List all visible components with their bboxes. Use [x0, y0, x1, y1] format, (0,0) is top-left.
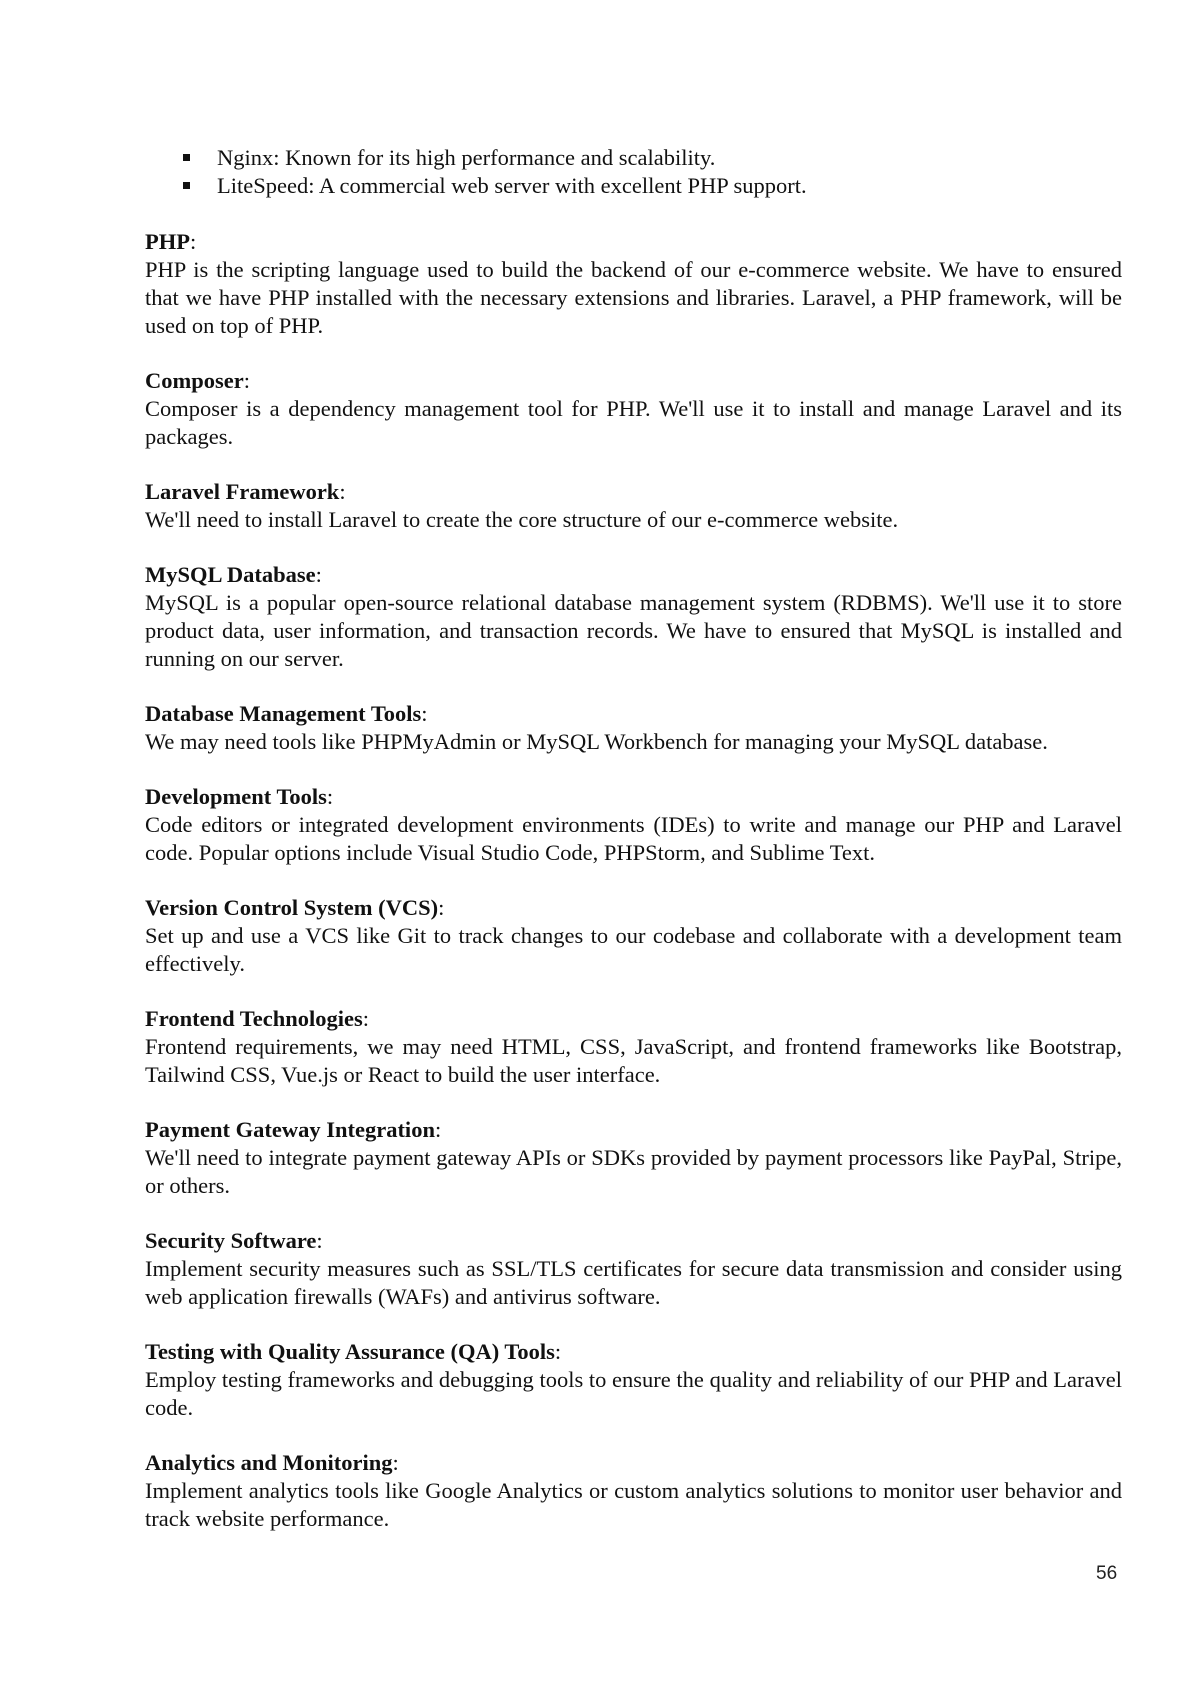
section-paragraph: MySQL is a popular open-source relational database management system (RDBMS). We'll use it to store product data, user information, and transaction records. We have to ensured that MySQL is installed and running on our server. [145, 590, 1122, 671]
heading-colon: : [438, 895, 445, 920]
heading-colon: : [316, 1228, 323, 1253]
section-version-control-system [145, 894, 1122, 978]
section-paragraph: We'll need to install Laravel to create the core structure of our e-commerce website. [145, 507, 899, 532]
section-frontend-technologies [145, 1005, 1122, 1089]
bullet-item-nginx [145, 144, 1122, 172]
section-mysql-database [145, 561, 1122, 673]
section-laravel-framework [145, 478, 1122, 534]
section-heading [145, 561, 1122, 589]
heading-colon: : [326, 784, 334, 809]
section-heading-text: Security Software [145, 1228, 317, 1253]
page-content [145, 144, 1122, 1560]
heading-colon: : [421, 701, 428, 726]
square-bullet-icon [183, 182, 190, 189]
section-heading-text: MySQL Database [145, 562, 316, 587]
section-php [145, 228, 1122, 340]
section-heading-text: Composer [145, 368, 244, 393]
section-composer [145, 367, 1122, 451]
heading-colon: : [243, 368, 250, 393]
heading-colon: : [339, 479, 346, 504]
section-security-software [145, 1227, 1122, 1311]
section-heading [145, 1449, 1122, 1477]
section-heading [145, 894, 1122, 922]
section-heading [145, 1338, 1122, 1366]
section-paragraph: Frontend requirements, we may need HTML, CSS, JavaScript, and frontend frameworks like Bootstrap, Tailwind CSS, Vue.js or React to build the user interface. [145, 1034, 1122, 1087]
page-number: 56 [1096, 1563, 1118, 1584]
section-heading [145, 700, 1122, 728]
section-heading [145, 1005, 1122, 1033]
heading-colon: : [392, 1450, 399, 1475]
section-heading-text: Database Management Tools [145, 701, 422, 726]
bullet-list [145, 144, 1122, 200]
section-testing-qa-tools [145, 1338, 1122, 1422]
section-heading-text: Laravel Framework [145, 479, 340, 504]
section-heading [145, 228, 1122, 256]
section-paragraph: We may need tools like PHPMyAdmin or MySQL Workbench for managing your MySQL database. [145, 729, 1048, 754]
section-heading [145, 783, 1122, 811]
section-paragraph: Code editors or integrated development environments (IDEs) to write and manage our PHP and Laravel code. Popular options include Visual Studio Code, PHPStorm, and Sublime Text. [145, 812, 1122, 865]
bullet-text: Nginx: Known for its high performance and scalability. [217, 145, 716, 170]
section-paragraph: Implement security measures such as SSL/TLS certificates for secure data transmission and consider using web application firewalls (WAFs) and antivirus software. [145, 1256, 1122, 1309]
heading-colon: : [362, 1006, 370, 1031]
bullet-text: LiteSpeed: A commercial web server with excellent PHP support. [217, 173, 807, 198]
heading-colon: : [554, 1339, 562, 1364]
section-heading-text: Development Tools [145, 784, 327, 809]
section-heading-text: PHP [145, 229, 190, 254]
section-heading [145, 1116, 1122, 1144]
heading-colon: : [434, 1117, 442, 1142]
bullet-item-litespeed [145, 172, 1122, 200]
section-heading [145, 367, 1122, 395]
section-payment-gateway-integration [145, 1116, 1122, 1200]
heading-colon: : [315, 562, 322, 587]
section-heading-text: Version Control System (VCS) [145, 895, 439, 920]
section-paragraph: Implement analytics tools like Google Analytics or custom analytics solutions to monitor user behavior and track website performance. [145, 1478, 1122, 1531]
section-heading-text: Payment Gateway Integration [145, 1117, 435, 1142]
section-development-tools [145, 783, 1122, 867]
section-heading [145, 478, 1122, 506]
section-paragraph: We'll need to integrate payment gateway APIs or SDKs provided by payment processors like PayPal, Stripe, or others. [145, 1145, 1122, 1198]
section-heading-text: Testing with Quality Assurance (QA) Tools [145, 1339, 555, 1364]
section-analytics-and-monitoring [145, 1449, 1122, 1533]
section-paragraph: Set up and use a VCS like Git to track changes to our codebase and collaborate with a development team effectively. [145, 923, 1122, 976]
section-paragraph: Composer is a dependency management tool for PHP. We'll use it to install and manage Laravel and its packages. [145, 396, 1122, 449]
section-database-management-tools [145, 700, 1122, 756]
section-paragraph: PHP is the scripting language used to build the backend of our e-commerce website. We have to ensured that we have PHP installed with the necessary extensions and libraries. Laravel, a PHP framework, will be used on top of PHP. [145, 257, 1122, 338]
heading-colon: : [190, 229, 197, 254]
square-bullet-icon [183, 154, 190, 161]
section-heading [145, 1227, 1122, 1255]
section-heading-text: Frontend Technologies [145, 1006, 363, 1031]
section-paragraph: Employ testing frameworks and debugging tools to ensure the quality and reliability of our PHP and Laravel code. [145, 1367, 1122, 1420]
section-heading-text: Analytics and Monitoring [145, 1450, 393, 1475]
